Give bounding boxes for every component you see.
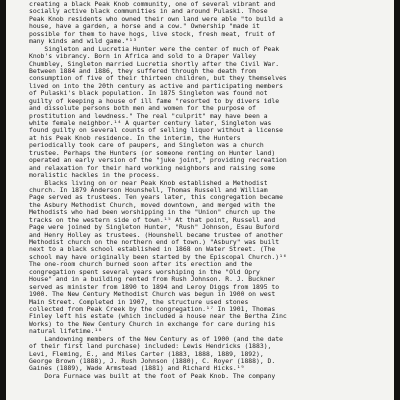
text-line: moralistic hackles in the process. (29, 171, 160, 180)
text-line: the Asbury Methodist Church, moved downtown, and merged with the (29, 200, 276, 209)
text-line: at his Peak Knob residence. In the interim, the Hunters (29, 133, 241, 142)
text-line: Main Street. Completed in 1907, the structure used stones (29, 297, 249, 306)
text-line: of their first land purchase) included: Lewis Hendricks (1883), (29, 342, 272, 351)
text-line: The one-room church burned soon after its erection and the (29, 260, 253, 269)
text-line: Singleton and Lucretia Hunter were the center of much of Peak (29, 44, 280, 53)
text-line: operated an early version of the "juke joint," providing recreation (29, 156, 287, 165)
text-line: Methodists who had been worshipping in the "Union" church up the (29, 208, 276, 217)
text-line: House" and in a building rented from Rush Johnson. R. J. Buckner (29, 275, 276, 284)
text-line: white female neighbor.¹⁴ A quarter century later, Singleton was (29, 119, 272, 127)
text-line: congregation spent several years worshiping in the "Old Opry (29, 267, 260, 276)
text-line: Knob's vibrancy. Born in Africa and sold to a Draper Valley (29, 52, 257, 61)
text-line: tracks on the western side of town.¹⁵ At that point, Russell and (29, 215, 276, 224)
text-line: consumption of five of their thirteen children, but they themselves (29, 74, 287, 83)
text-line: many kinds and wild game."¹³ (29, 37, 137, 46)
text-line: natural lifetime.¹⁸ (29, 327, 103, 336)
text-line: guilty of keeping a house of ill fame "resorted to by divers idle (29, 96, 280, 105)
text-line: Chumbley, Singleton married Lucretia shortly after the Civil War. (29, 59, 280, 68)
text-line: trustee. Perhaps the Hunters (or someone renting on Hunter land) (29, 148, 276, 157)
text-line: of Pulaski's black population. In 1875 Singleton was found not (29, 89, 268, 98)
text-line: school may have originally been started by the Episcopal Church.)¹⁶ (29, 252, 287, 261)
text-line: and Henry Holley as trustees. (Hounshell became trustee of another (29, 230, 283, 239)
text-line: prostitution and lewdness." The real "culprit" may have been a (29, 111, 268, 120)
text-line: Methodist church on the northern end of town.) "Asbury" was built (29, 238, 280, 246)
text-line: Gaines (1889), Wade Armstead (1881) and Richard Hicks.¹⁹ (29, 364, 245, 373)
text-line: Landowning members of the New Century as of 1900 (and the date (29, 334, 283, 343)
body-text (29, 1, 385, 380)
text-line: found guilty on several counts of selling liquor without a license (29, 126, 283, 135)
text-line: church. In 1879 Anderson Hounshell, Thomas Russell and William (29, 185, 268, 194)
text-line: periodically took care of paupers, and Singleton was a church (29, 141, 264, 150)
text-line: lived on into the 20th century as active and participating members (29, 81, 283, 90)
text-line: collected from Peak Creek by the congregation.¹⁷ In 1901, Thomas (29, 304, 276, 313)
text-line: socially active black communities in and around Pulaski. Those (29, 7, 268, 16)
text-line: Page were joined by Singleton Hunter, "Rush" Johnson, Esau Buford (29, 223, 280, 232)
text-line: Peak Knob residents who owned their own land were able "to build a (29, 14, 283, 23)
text-line: house, have a garden, a horse and a cow." Ownership "made it (29, 22, 260, 31)
text-line: George Brown (1888), J. Rush Johnson (1880), C. Royer (1888), D. (29, 357, 276, 365)
text-line: and relaxation for their hard working neighbors and raising some (29, 163, 276, 172)
text-line: Blacks living on or near Peak Knob established a Methodist (29, 178, 268, 187)
text-line: Levi, Fleming, E., and Miles Carter (1883, 1888, 1889, 1892), (29, 349, 264, 358)
text-line: next to a black school established in 1868 on Water Street. (The (29, 245, 276, 254)
text-line: served as minister from 1890 to 1894 and Leroy Diggs from 1895 to (29, 282, 280, 291)
text-line: Page served as trustees. Ten years later, this congregation became (29, 193, 283, 202)
text-line: Finley left his estate (which included a house near the Bertha Zinc (29, 312, 287, 321)
text-line: and dissolute persons both men and women for the purpose of (29, 104, 257, 113)
text-line: creating a black Peak Knob community, one of several vibrant and (29, 0, 276, 8)
text-line: Works) to the New Century Church in exchange for care during his (29, 319, 276, 328)
text-line: Between 1884 and 1886, they suffered through the death from (29, 66, 257, 75)
text-line: 1900. The New Century Methodist Church was begun in 1900 on west (29, 290, 276, 299)
text-line: Dora Furnace was built at the foot of Peak Knob. The company (29, 371, 276, 380)
text-line: possible for them to have hogs, live stock, fresh meat, fruit of (29, 29, 276, 38)
